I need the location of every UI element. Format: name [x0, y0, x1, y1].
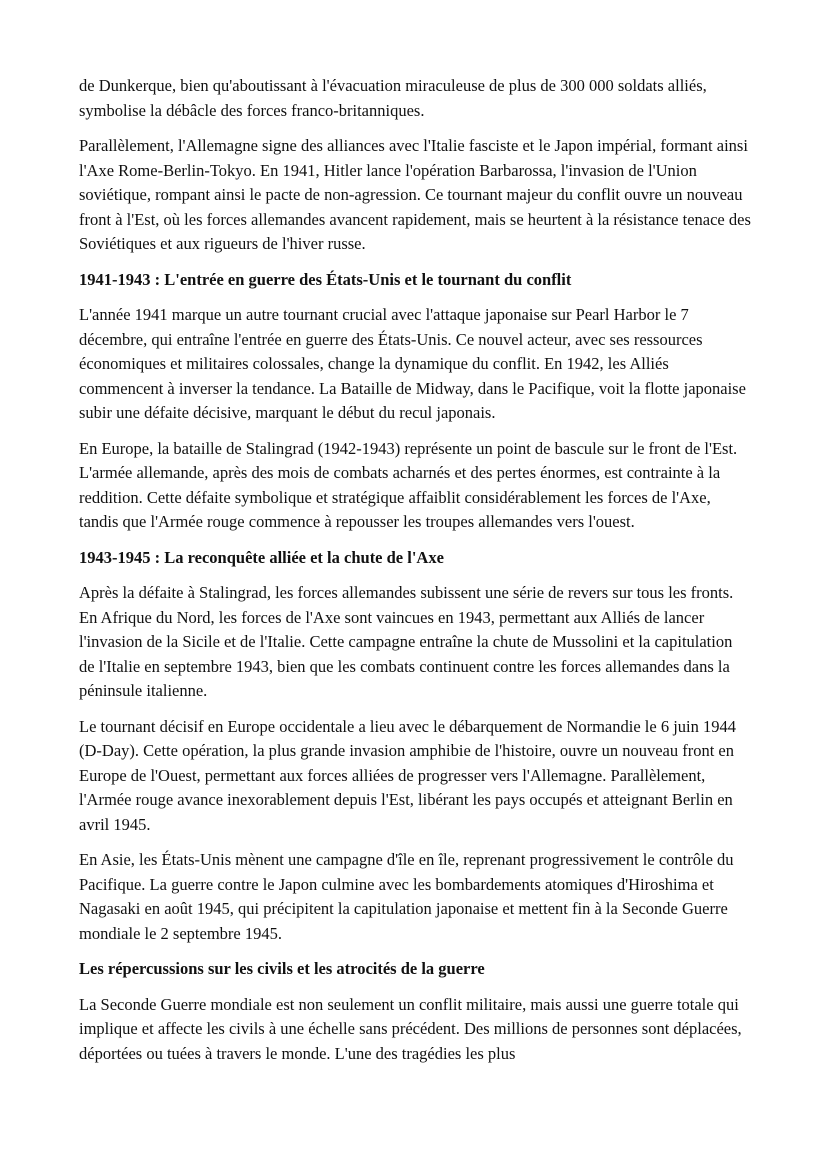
section-heading-1941-1943: 1941-1943 : L'entrée en guerre des États-Unis et le tournant du conflit	[79, 269, 572, 289]
paragraph-asie: En Asie, les États-Unis mènent une campagne d'île en île, reprenant progressivement le contrôle du Pacifique. La guerre contre le Japon culmine avec les bombardements atomiques d'Hiroshima et Nagasaki en août 1945, qui précipitent la capitulation japonaise et mettent fin à la Seconde Guerre mondiale le 2 septembre 1945.	[79, 850, 734, 943]
document-page	[79, 74, 751, 1077]
paragraph-pearl-harbor: L'année 1941 marque un autre tournant crucial avec l'attaque japonaise sur Pearl Harbor le 7 décembre, qui entraîne l'entrée en guerre des États-Unis. Ce nouvel acteur, avec ses ressources économiques et militaires colossales, change la dynamique du conflit. En 1942, les Alliés commencent à inverser la tendance. La Bataille de Midway, dans le Pacifique, voit la flotte japonaise subir une défaite décisive, marquant le début du recul japonais.	[79, 305, 746, 422]
paragraph-dunkerque: de Dunkerque, bien qu'aboutissant à l'évacuation miraculeuse de plus de 300 000 soldats alliés, symbolise la débâcle des forces franco-britanniques.	[79, 76, 707, 120]
paragraph-stalingrad: En Europe, la bataille de Stalingrad (1942-1943) représente un point de bascule sur le front de l'Est. L'armée allemande, après des mois de combats acharnés et des pertes énormes, est contrainte à la reddition. Cette défaite symbolique et stratégique affaiblit considérablement les forces de l'Axe, tandis que l'Armée rouge commence à repousser les troupes allemandes vers l'ouest.	[79, 438, 738, 531]
section-heading-civils: Les répercussions sur les civils et les atrocités de la guerre	[79, 959, 485, 978]
paragraph-reconquete: Après la défaite à Stalingrad, les forces allemandes subissent une série de revers sur tous les fronts. En Afrique du Nord, les forces de l'Axe sont vaincues en 1943, permettant aux Alliés de lancer l'invasion de la Sicile et de l'Italie. Cette campagne entraîne la chute de Mussolini et la capitulation de l'Italie en septembre 1943, bien que les combats continuent contre les forces allemandes dans la péninsule italienne.	[79, 583, 734, 700]
paragraph-guerre-totale: La Seconde Guerre mondiale est non seulement un conflit militaire, mais aussi une guerre totale qui implique et affecte les civils à une échelle sans précédent. Des millions de personnes sont déplacées, déportées ou tuées à travers le monde. L'une des tragédies les plus	[79, 994, 742, 1063]
paragraph-axe-barbarossa: Parallèlement, l'Allemagne signe des alliances avec l'Italie fasciste et le Japon impérial, formant ainsi l'Axe Rome-Berlin-Tokyo. En 1941, Hitler lance l'opération Barbarossa, l'invasion de l'Union soviétique, rompant ainsi le pacte de non-agression. Ce tournant majeur du conflit ouvre un nouveau front à l'Est, où les forces allemandes avancent rapidement, mais se heurtent à la résistance tenace des Soviétiques et aux rigueurs de l'hiver russe.	[79, 136, 751, 253]
paragraph-normandie: Le tournant décisif en Europe occidentale a lieu avec le débarquement de Normandie le 6 juin 1944 (D-Day). Cette opération, la plus grande invasion amphibie de l'histoire, ouvre un nouveau front en Europe de l'Ouest, permettant aux forces alliées de progresser vers l'Allemagne. Parallèlement, l'Armée rouge avance inexorablement depuis l'Est, libérant les pays occupés et atteignant Berlin en avril 1945.	[79, 716, 736, 834]
section-heading-1943-1945: 1943-1945 : La reconquête alliée et la chute de l'Axe	[79, 547, 444, 567]
